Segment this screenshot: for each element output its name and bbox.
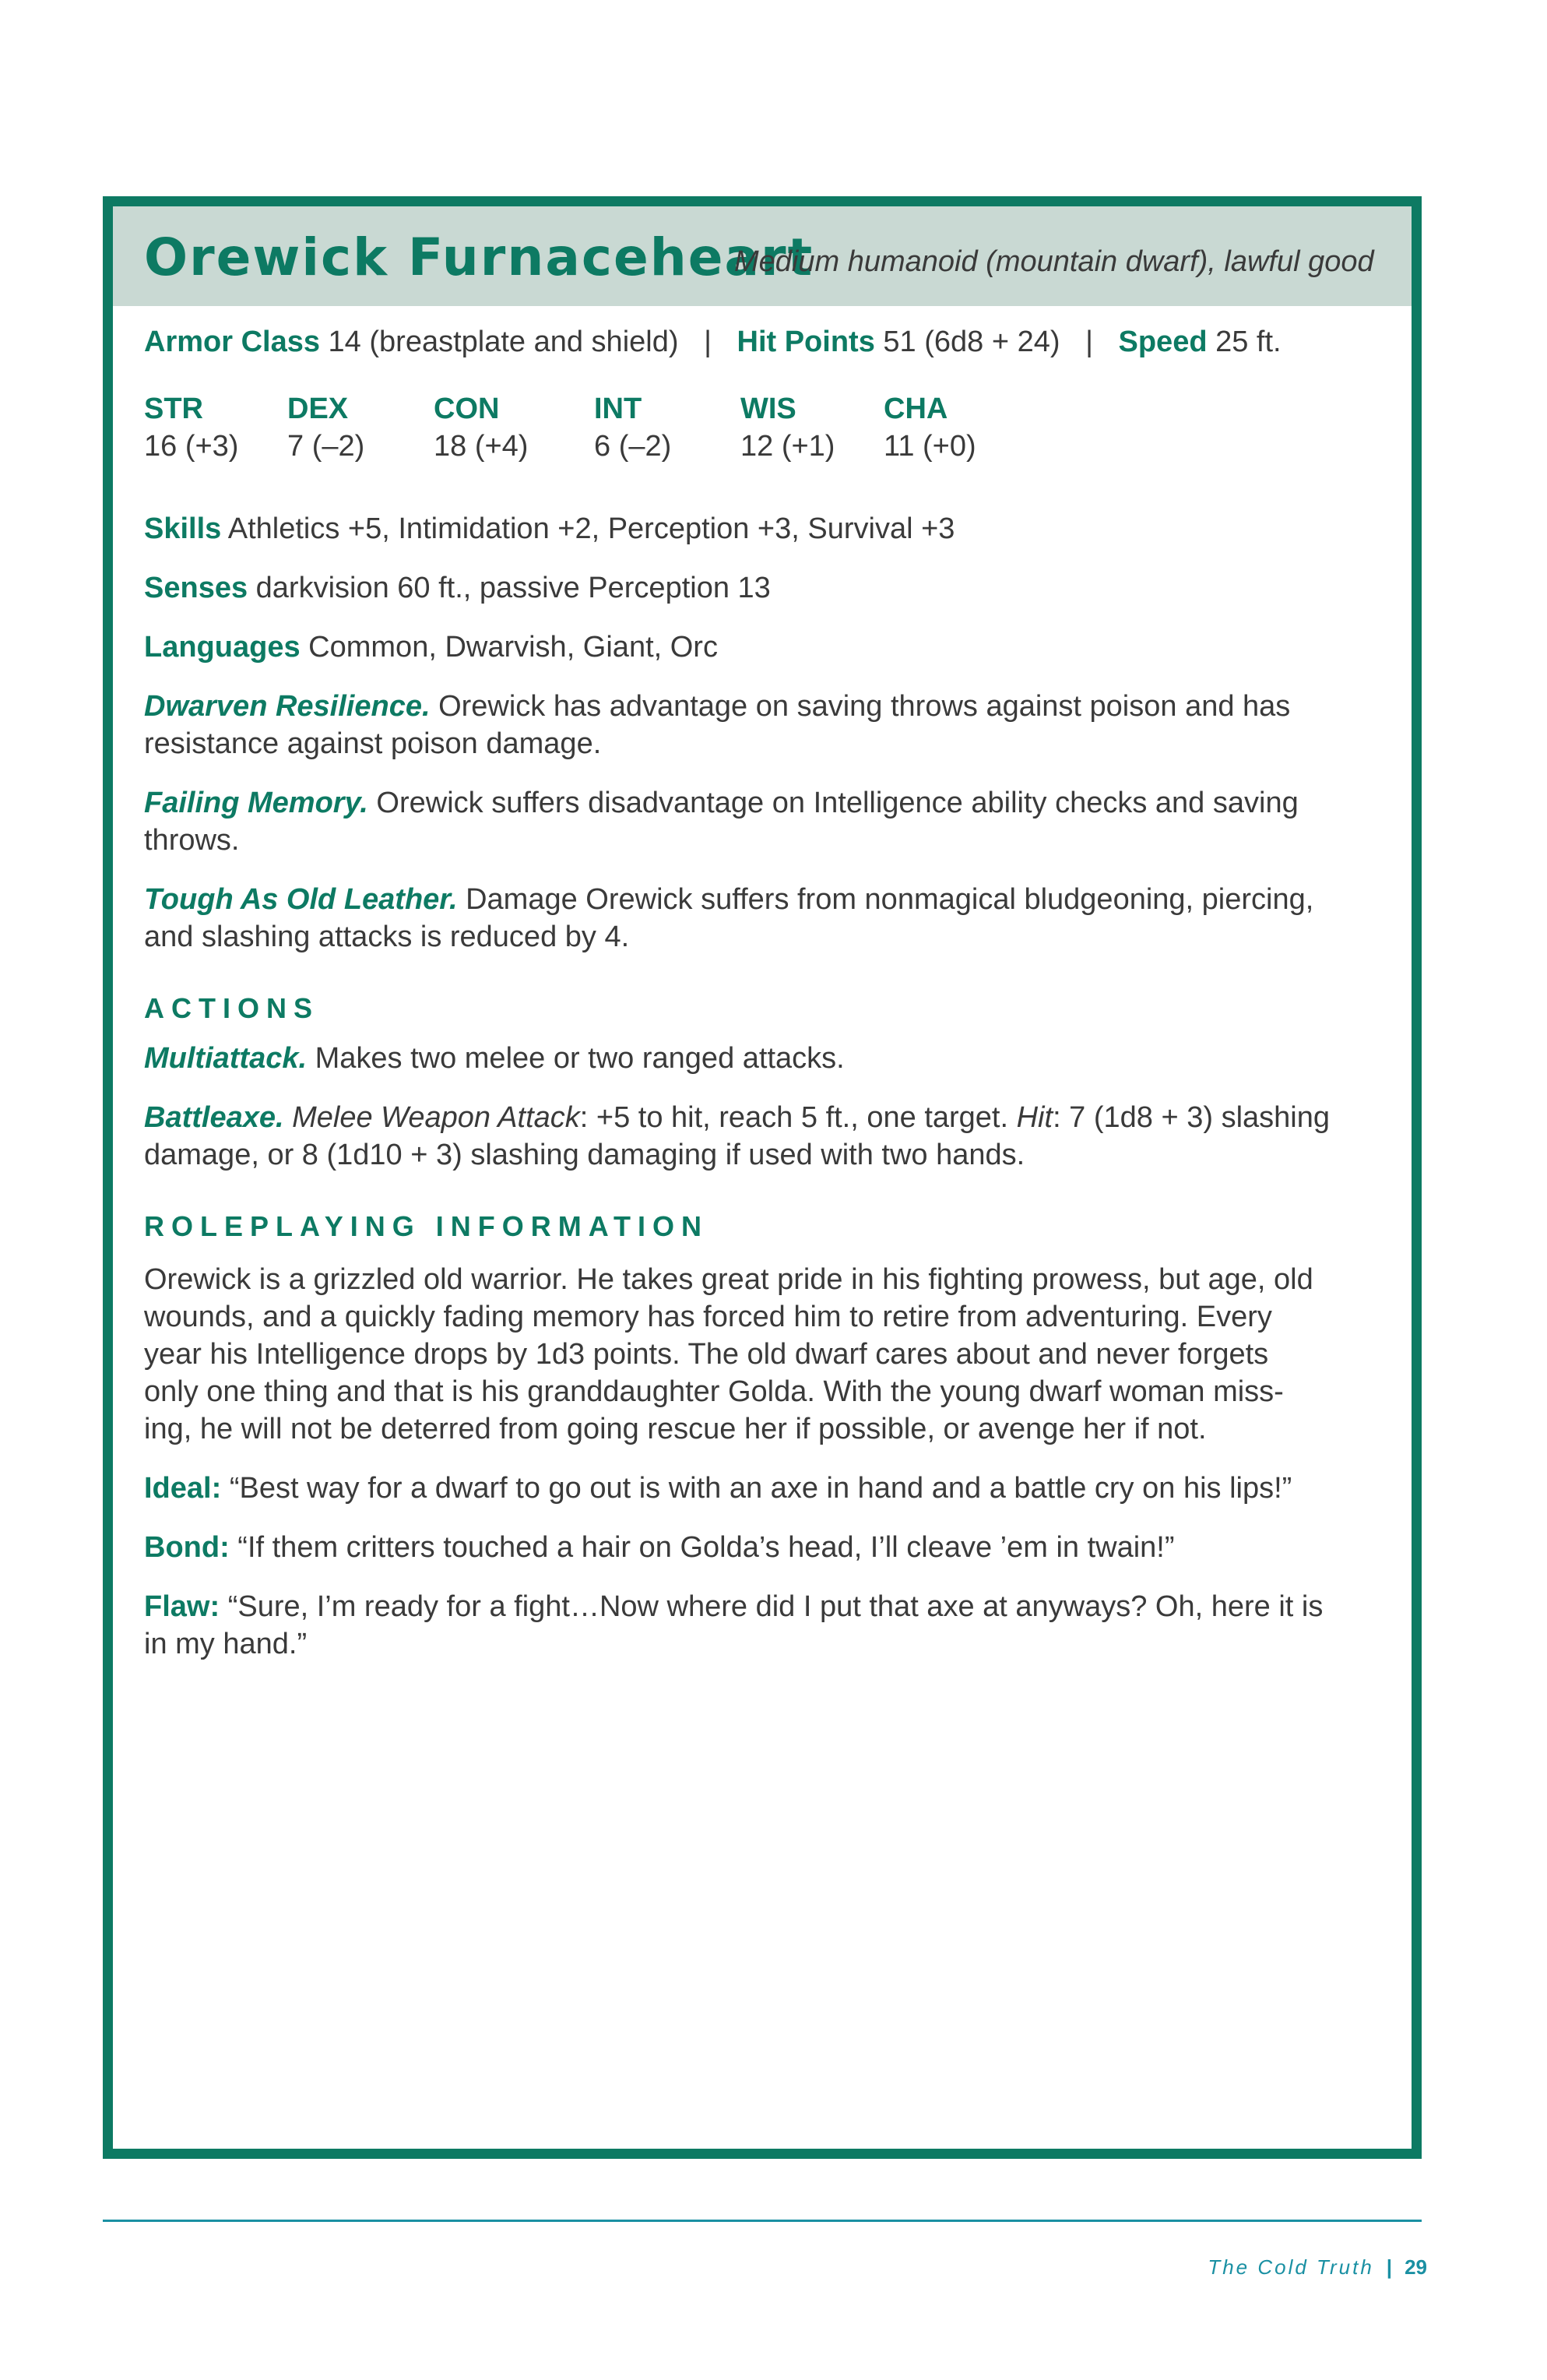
core-stats-row [144,323,1390,361]
ability-value: 7 (–2) [287,430,365,463]
ideal-text: “Best way for a dwarf to go out is with an axe in hand and a battle cry on his lips!” [229,1472,1292,1505]
senses-value: darkvision 60 ft., passive Perception 13 [255,572,771,604]
ability-label: DEX [287,393,349,425]
action-text: damage, or 8 (1d10 + 3) slashing damaging if used with two hands. [144,1139,1025,1171]
hit-label: Hit [1016,1101,1053,1134]
trait-name: Failing Memory. [144,787,368,819]
skills-label: Skills [144,512,222,545]
book-title: The Cold Truth [1208,2255,1374,2279]
ability-value: 11 (+0) [884,430,976,463]
trait-text: throws. [144,824,240,857]
page-number: 29 [1405,2255,1427,2279]
ability-label: INT [594,393,642,425]
bond-line [144,1529,1390,1566]
ideal-label: Ideal: [144,1472,222,1505]
roleplaying-line: only one thing and that is his granddaughter Golda. With the young dwarf woman miss- [144,1375,1284,1408]
roleplaying-paragraph [144,1261,1390,1448]
flaw-text: “Sure, I’m ready for a fight…Now where did I put that axe at anyways? Oh, here it is [227,1590,1324,1623]
trait-text: Orewick suffers disadvantage on Intelligence ability checks and saving [376,787,1299,819]
flaw-text: in my hand.” [144,1628,308,1660]
skills-line [144,510,1390,547]
bond-text: “If them critters touched a hair on Golda’s head, I’ll cleave ’em in twain!” [237,1531,1175,1564]
ability-dex [287,390,434,465]
ability-label: STR [144,393,203,425]
ability-value: 12 (+1) [740,430,835,463]
ability-scores [144,390,1390,465]
senses-line [144,569,1390,607]
ability-con [434,390,594,465]
armor-class-label: Armor Class [144,326,320,358]
trait-failing-memory [144,784,1390,859]
action-text: Makes two melee or two ranged attacks. [315,1042,845,1075]
creature-type: Medium humanoid (mountain dwarf), lawful good [734,245,1374,278]
trait-tough-as-old-leather [144,881,1390,956]
creature-name: Orewick Furnaceheart [144,227,814,287]
action-name: Multiattack. [144,1042,308,1075]
ability-cha [884,390,1027,465]
footer-separator: | [1386,2255,1393,2279]
attack-type: Melee Weapon Attack [292,1101,580,1134]
ability-label: CON [434,393,500,425]
roleplaying-heading: ROLEPLAYING INFORMATION [144,1210,709,1242]
ability-str [144,390,287,465]
trait-text: and slashing attacks is reduced by 4. [144,921,630,953]
ability-value: 18 (+4) [434,430,529,463]
bond-label: Bond: [144,1531,230,1564]
senses-label: Senses [144,572,248,604]
action-battleaxe [144,1099,1390,1174]
action-text: : 7 (1d8 + 3) slashing [1053,1101,1330,1134]
roleplaying-line: Orewick is a grizzled old warrior. He takes great pride in his fighting prowess, but age, old [144,1263,1313,1296]
trait-name: Dwarven Resilience. [144,690,431,723]
hit-points-value: 51 (6d8 + 24) [883,326,1060,358]
action-text: : +5 to hit, reach 5 ft., one target. [579,1101,1017,1134]
footer-rule [103,2220,1422,2222]
stat-separator: | [704,326,712,358]
ability-wis [740,390,884,465]
skills-value: Athletics +5, Intimidation +2, Perception +3, Survival +3 [227,512,955,545]
roleplaying-line: ing, he will not be deterred from going rescue her if possible, or avenge her if not. [144,1413,1207,1445]
speed-label: Speed [1118,326,1208,358]
flaw-label: Flaw: [144,1590,220,1623]
languages-line [144,628,1390,666]
roleplaying-line: year his Intelligence drops by 1d3 points. The old dwarf cares about and never forgets [144,1338,1269,1371]
trait-name: Tough As Old Leather. [144,883,458,916]
trait-text: Orewick has advantage on saving throws against poison and has [438,690,1291,723]
hit-points-label: Hit Points [737,326,875,358]
ability-label: WIS [740,393,796,425]
trait-text: Damage Orewick suffers from nonmagical bludgeoning, piercing, [466,883,1314,916]
trait-dwarven-resilience [144,688,1390,762]
ideal-line [144,1470,1390,1507]
stat-block-header [113,206,1412,306]
flaw-line [144,1588,1390,1663]
action-multiattack [144,1040,1390,1077]
action-name: Battleaxe. [144,1101,284,1134]
trait-text: resistance against poison damage. [144,727,602,760]
speed-value: 25 ft. [1215,326,1282,358]
ability-value: 16 (+3) [144,430,239,463]
stat-separator: | [1085,326,1093,358]
armor-class-value: 14 (breastplate and shield) [328,326,679,358]
stat-block-content [144,323,1390,1663]
roleplaying-line: wounds, and a quickly fading memory has forced him to retire from adventuring. Every [144,1301,1272,1333]
languages-value: Common, Dwarvish, Giant, Orc [308,631,718,664]
actions-heading: ACTIONS [144,992,319,1024]
ability-int [594,390,740,465]
languages-label: Languages [144,631,301,664]
stat-block [103,196,1422,2159]
page-footer [1208,2254,1427,2280]
ability-label: CHA [884,393,948,425]
ability-value: 6 (–2) [594,430,672,463]
